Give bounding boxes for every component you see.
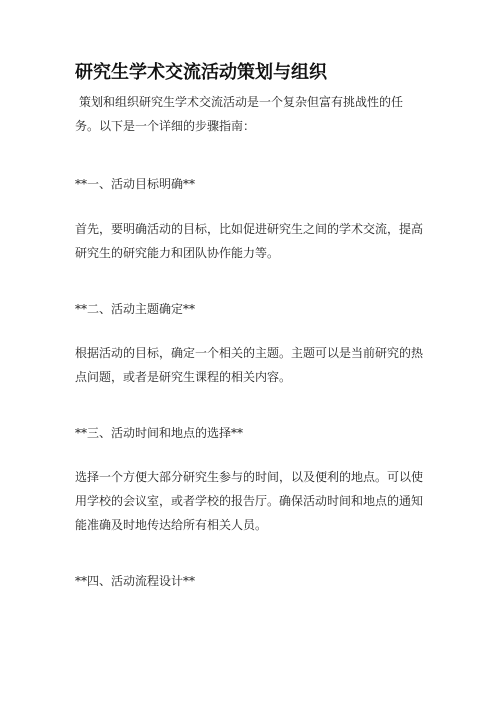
section-body-1: 首先，要明确活动的目标，比如促进研究生之间的学术交流，提高研究生的研究能力和团队协作能力等。 <box>75 222 424 260</box>
section-heading-2: **二、活动主题确定** <box>75 302 196 316</box>
document-title: 研究生学术交流活动策划与组织 <box>75 62 327 83</box>
section-body-3: 选择一个方便大部分研究生参与的时间，以及便利的地点。可以使用学校的会议室，或者学校的报告厅。确保活动时间和地点的通知能准确及时地传达给所有相关人员。 <box>75 470 424 532</box>
section-heading-1: **一、活动目标明确** <box>75 177 196 191</box>
section-heading-3: **三、活动时间和地点的选择** <box>75 426 244 440</box>
section-heading-4: **四、活动流程设计** <box>75 574 196 588</box>
section-body-2: 根据活动的目标，确定一个相关的主题。主题可以是当前研究的热点问题，或者是研究生课程的相关内容。 <box>75 346 424 384</box>
intro-paragraph: 策划和组织研究生学术交流活动是一个复杂但富有挑战性的任务。以下是一个详细的步骤指南： <box>75 95 404 133</box>
